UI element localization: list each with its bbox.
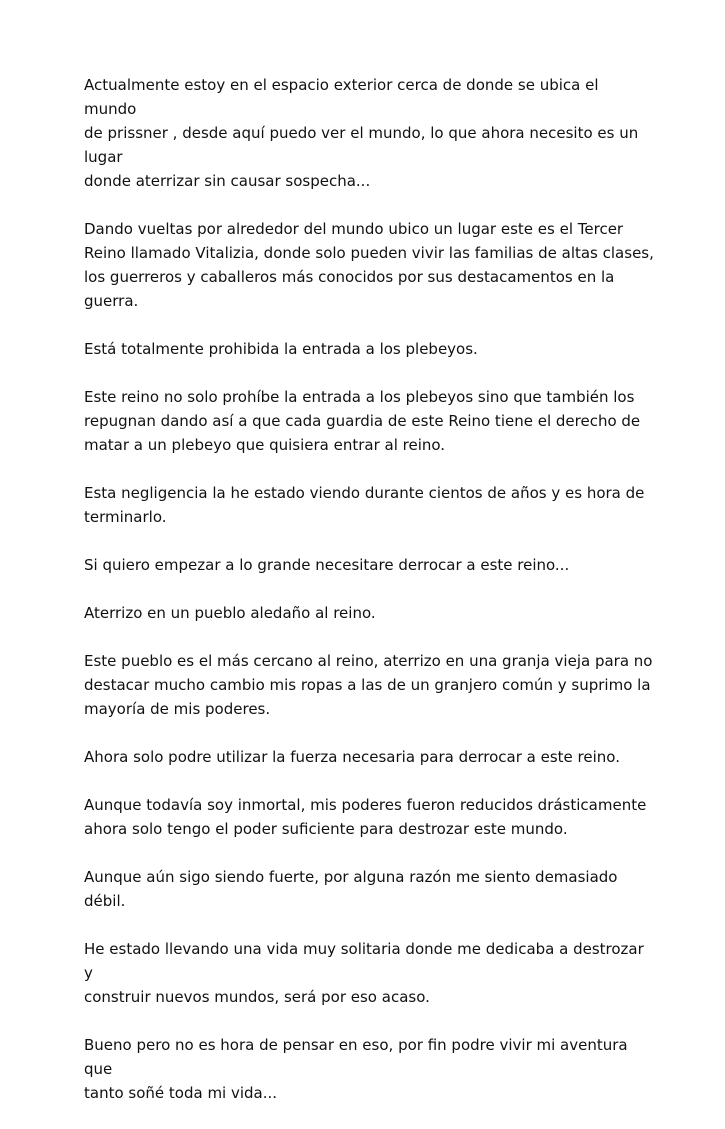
paragraph-2: Dando vueltas por alrededor del mundo ubico un lugar este es el Tercer Reino llamado Vitalizia, donde solo pueden vivir las familias de altas clases, los guerreros y caballeros más conocidos por sus destacamentos en la guerra. (84, 220, 654, 310)
paragraph-13: Bueno pero no es hora de pensar en eso, por fin podre vivir mi aventura que tanto soñé toda mi vida... (84, 1036, 628, 1102)
paragraph-10: Aunque todavía soy inmortal, mis poderes fueron reducidos drásticamente ahora solo tengo el poder suficiente para destrozar este mundo. (84, 796, 647, 838)
paragraph-7: Aterrizo en un pueblo aledaño al reino. (84, 604, 376, 622)
document-body (84, 73, 654, 1129)
paragraph-6: Si quiero empezar a lo grande necesitare derrocar a este reino... (84, 556, 570, 574)
paragraph-4: Este reino no solo prohíbe la entrada a los plebeyos sino que también los repugnan dando así a que cada guardia de este Reino tiene el derecho de matar a un plebeyo que quisiera entrar al reino. (84, 388, 641, 454)
paragraph-12: He estado llevando una vida muy solitaria donde me dedicaba a destrozar y construir nuevos mundos, será por eso acaso. (84, 940, 644, 1006)
paragraph-8: Este pueblo es el más cercano al reino, aterrizo en una granja vieja para no destacar mucho cambio mis ropas a las de un granjero común y suprimo la mayoría de mis poderes. (84, 652, 653, 718)
paragraph-9: Ahora solo podre utilizar la fuerza necesaria para derrocar a este reino. (84, 748, 620, 766)
paragraph-3: Está totalmente prohibida la entrada a los plebeyos. (84, 340, 478, 358)
paragraph-11: Aunque aún sigo siendo fuerte, por alguna razón me siento demasiado débil. (84, 868, 618, 910)
paragraph-5: Esta negligencia la he estado viendo durante cientos de años y es hora de terminarlo. (84, 484, 645, 526)
paragraph-1: Actualmente estoy en el espacio exterior cerca de donde se ubica el mundo de prissner , desde aquí puedo ver el mundo, lo que ahora necesito es un lugar donde aterrizar sin causar sospecha... (84, 76, 639, 190)
